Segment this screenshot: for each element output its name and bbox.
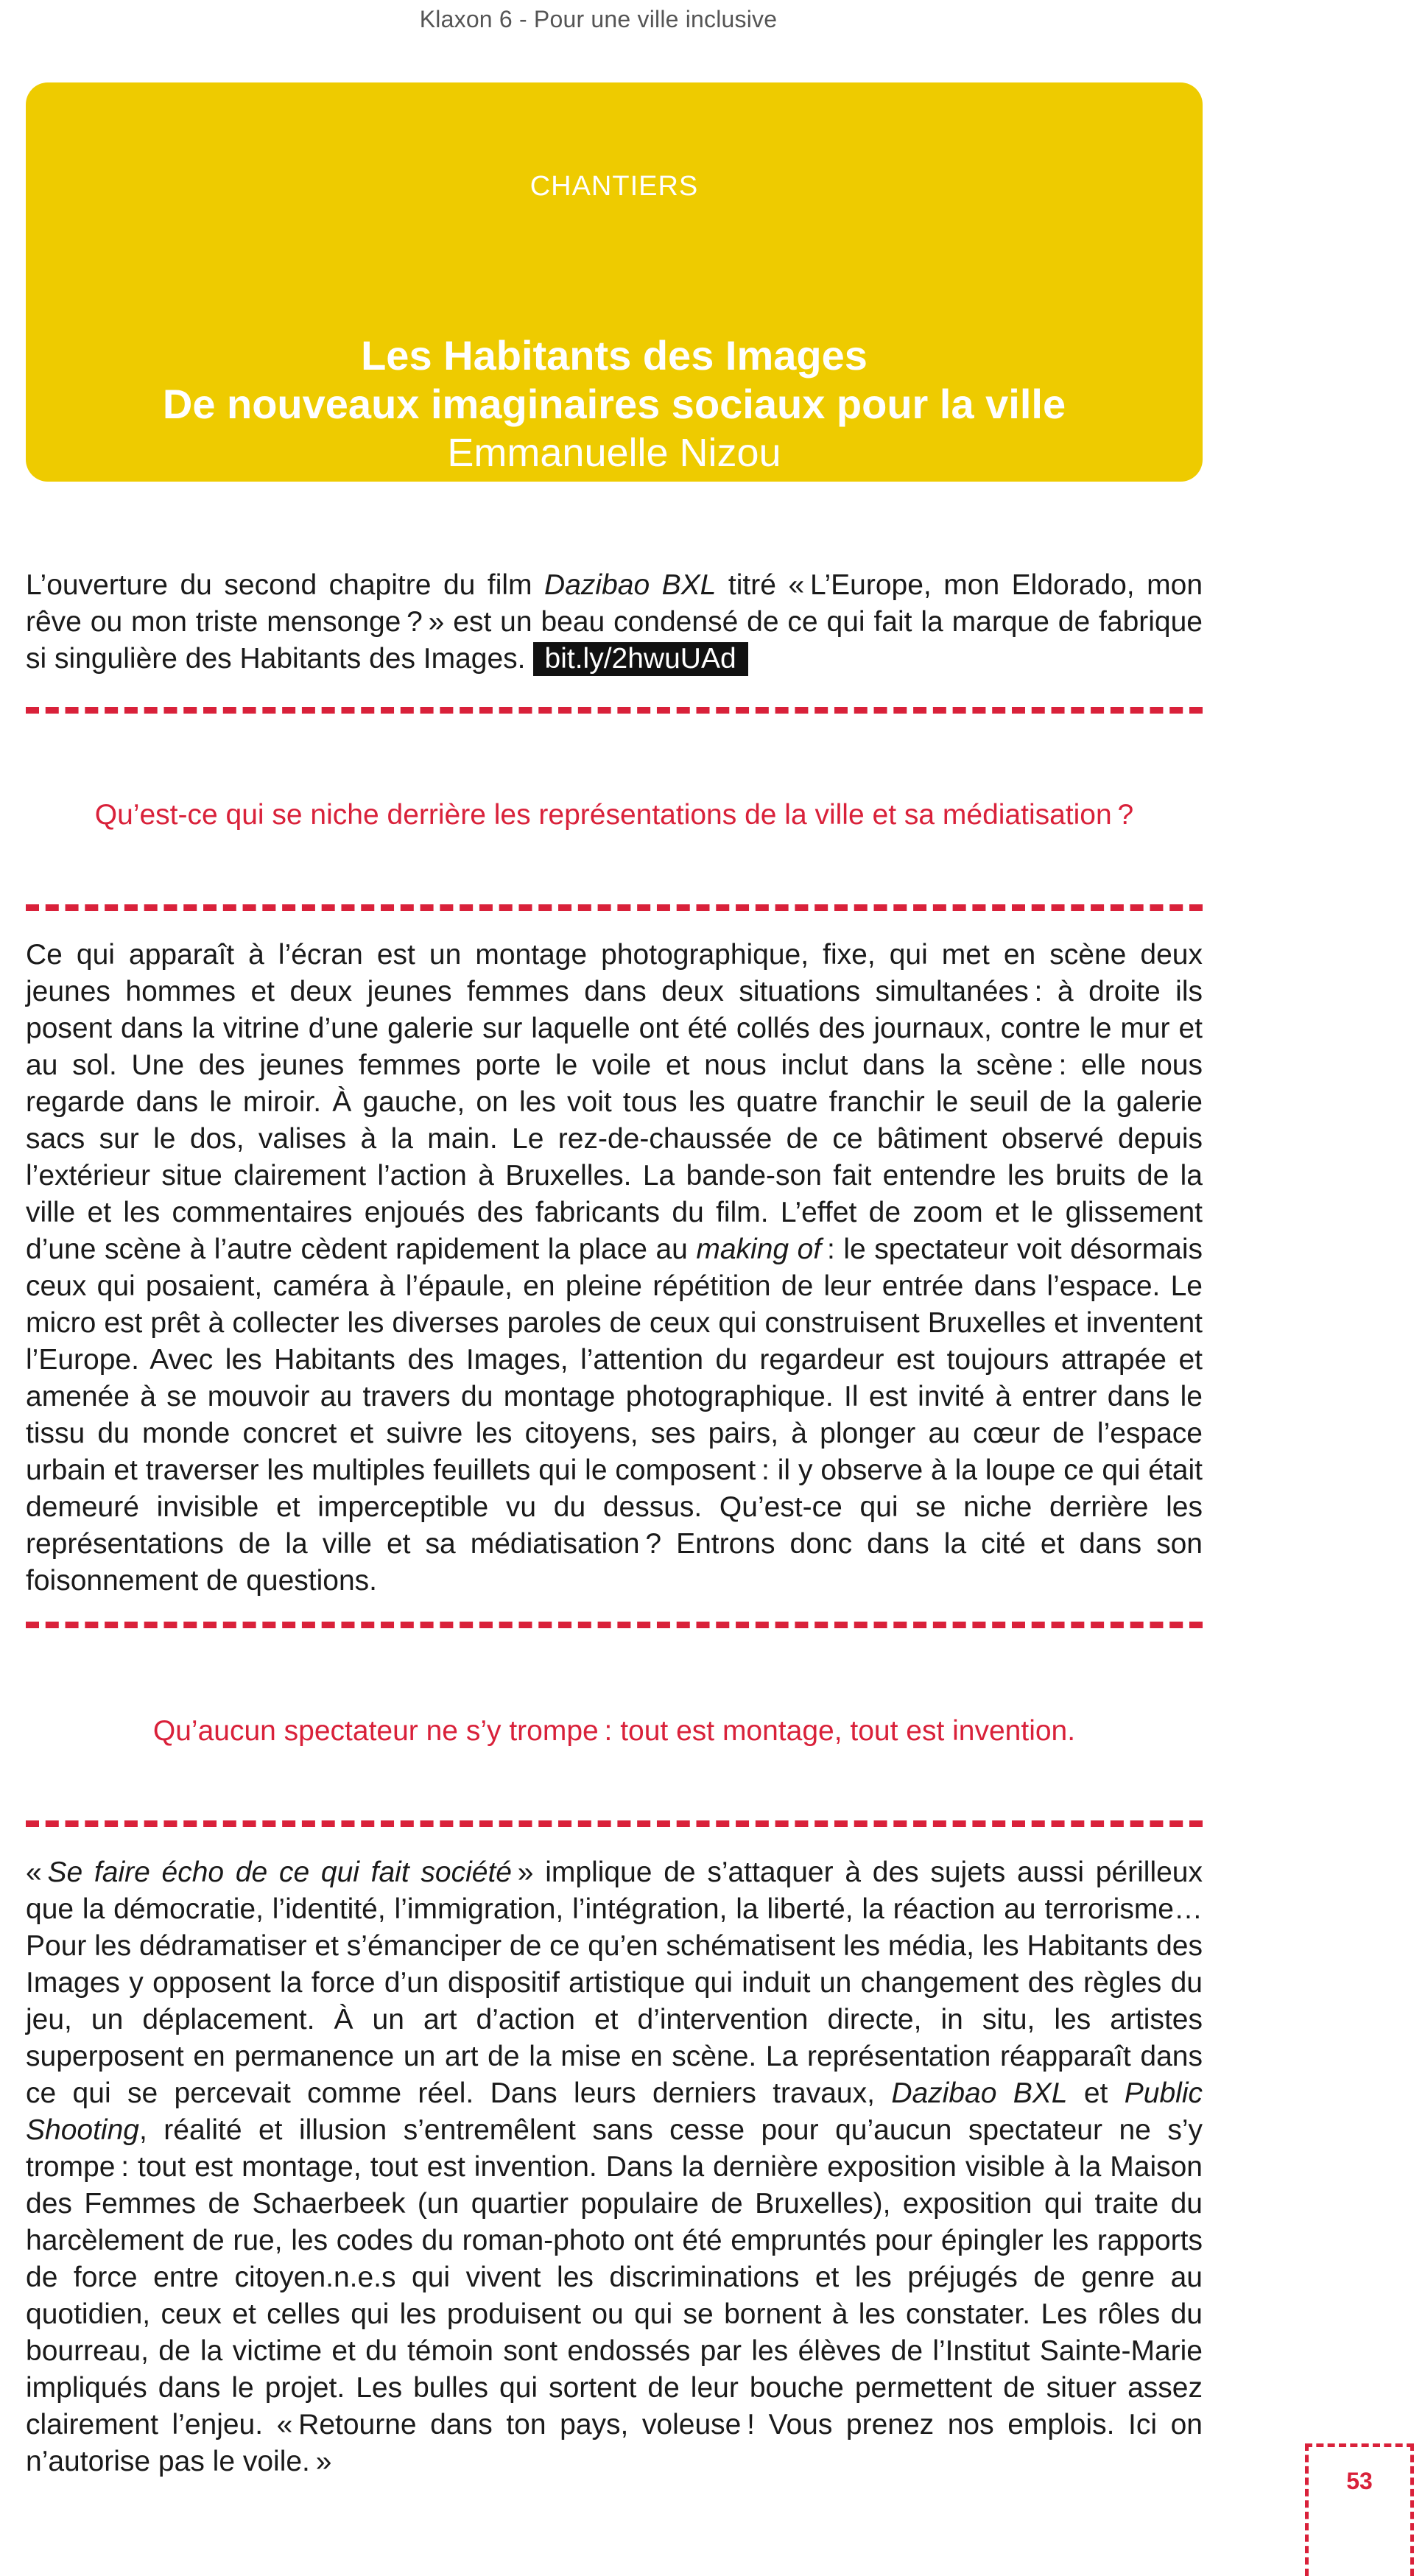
article-subtitle: De nouveaux imaginaires sociaux pour la ville [162, 381, 1066, 427]
article-title-box [26, 82, 1203, 482]
intro-text-1: L’ouverture du second chapitre du film [26, 569, 545, 601]
title-group [26, 331, 1203, 477]
para3-emphasis-1: Se faire écho de ce qui fait société [47, 1857, 512, 1888]
para2-emphasis: making of [696, 1234, 822, 1265]
section-label: CHANTIERS [529, 171, 699, 202]
para3-text-1: « [26, 1857, 48, 1888]
body-paragraph-3 [26, 1854, 1203, 2480]
para3-text-4: , réalité et illusion s’entremêlent sans cesse pour qu’aucun spectateur ne s’y trompe : tout est montage, tout est invention. Dans la dernière exposition visible à la Maison des Femmes de Schaerbeek (un quartier populaire de Bruxelles), exposition qui traite du harcèlement de rue, les codes du roman-photo ont été empruntés pour épingler les rapports de force entre citoyen.n.e.s qui vivent les discriminations et les préjugés de genre au quotidien, ceux et celles qui les produisent ou qui se bornent à les constater. Les rôles du bourreau, de la victime et du témoin sont endossés par les élèves de l’Institut Sainte-Marie impliqués dans le projet. Les bulles qui sortent de leur bouche permettent de situer assez clairement l’enjeu. « Retourne dans ton pays, voleuse ! Vous prenez nos emplois. Ici on n’autorise pas le voile. » [26, 2114, 1203, 2477]
intro-text-2: titré « L’Europe, mon Eldorado, mon rêve ou mon triste mensonge ? » est un beau condensé de ce qui fait la marque de fabrique si singulière des Habitants des Images. [26, 569, 1203, 675]
pull-quote-1: Qu’est-ce qui se niche derrière les représentations de la ville et sa médiatisation ? [94, 799, 1134, 831]
para3-emphasis-2: Dazibao BXL [891, 2077, 1068, 2109]
intro-paragraph [26, 567, 1203, 678]
dashed-divider [26, 1820, 1203, 1827]
page-number-box [1305, 2443, 1414, 2576]
page-number: 53 [1346, 2468, 1373, 2494]
running-header: Klaxon 6 - Pour une ville inclusive [419, 6, 778, 32]
body-paragraph-2 [26, 937, 1203, 1600]
para3-text-2: » implique de s’attaquer à des sujets aussi périlleux que la démocratie, l’identité, l’immigration, l’intégration, la liberté, la réaction au terrorisme… Pour les dédramatiser et s’émanciper de ce qu’en schématisent les média, les Habitants des Images y opposent la force d’un dispositif artistique qui induit un changement des règles du jeu, un déplacement. À un art d’action et d’intervention directe, in situ, les artistes superposent en permanence un art de la mise en scène. La représentation réapparaît dans ce qui se percevait comme réel. Dans leurs derniers travaux, [26, 1857, 1203, 2109]
video-link[interactable]: bit.ly/2hwuUAd [533, 642, 748, 676]
dashed-divider [26, 1622, 1203, 1628]
dashed-divider [26, 904, 1203, 911]
article-title: Les Habitants des Images [361, 332, 868, 379]
pull-quote-2: Qu’aucun spectateur ne s’y trompe : tout est montage, tout est invention. [152, 1715, 1076, 1747]
para2-text-2: : le spectateur voit désormais ceux qui posaient, caméra à l’épaule, en pleine répétition de leur entrée dans l’espace. Le micro est prêt à collecter les diverses paroles de ceux qui construisent Bruxelles et inventent l’Europe. Avec les Habitants des Images, l’attention du regardeur est toujours attrapée et amenée à se mouvoir au travers du montage photographique. Il est invité à entrer dans le tissu du monde concret et suivre les citoyens, ses pairs, à plonger au cœur de l’espace urbain et traverser les multiples feuillets qui le composent : il y observe à la loupe ce qui était demeuré invisible et imperceptible vu du dessus. Qu’est-ce qui se niche derrière les représentations de la ville et sa médiatisation ? Entrons donc dans la cité et dans son foisonnement de questions. [26, 1234, 1203, 1597]
intro-film-title: Dazibao BXL [544, 569, 717, 601]
para3-emphasis-3: Public Shooting [26, 2077, 1203, 2146]
para3-text-3: et [1067, 2077, 1125, 2109]
para2-text-1: Ce qui apparaît à l’écran est un montage photographique, fixe, qui met en scène deux jeunes hommes et deux jeunes femmes dans deux situations simultanées : à droite ils posent dans la vitrine d’une galerie sur laquelle ont été collés des journaux, contre le mur et au sol. Une des jeunes femmes porte le voile et nous inclut dans la scène : elle nous regarde dans le miroir. À gauche, on les voit tous les quatre franchir le seuil de la galerie sacs sur le dos, valises à la main. Le rez-de-chaussée de ce bâtiment observé depuis l’extérieur situe clairement l’action à Bruxelles. La bande-son fait entendre les bruits de la ville et les commentaires enjoués des fabricants du film. L’effet de zoom et le glissement d’une scène à l’autre cèdent rapidement la place au [26, 939, 1203, 1265]
dashed-divider [26, 707, 1203, 714]
author-name: Emmanuelle Nizou [447, 431, 781, 475]
